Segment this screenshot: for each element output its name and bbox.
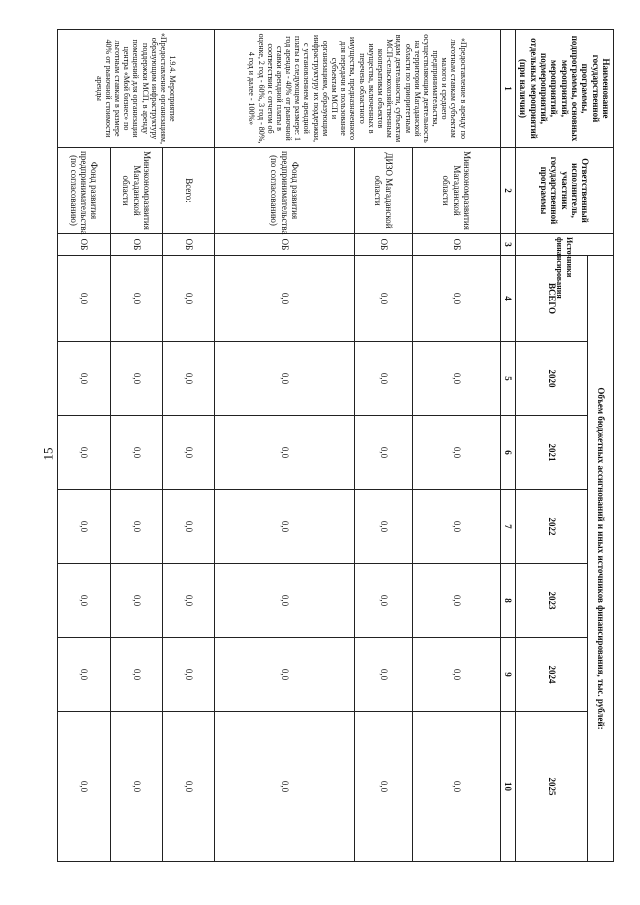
value-cell: 0,0 bbox=[162, 564, 214, 638]
value-cell: 0,0 bbox=[354, 712, 412, 862]
value-cell: 0,0 bbox=[214, 564, 354, 638]
value-cell: 0,0 bbox=[214, 638, 354, 712]
responsible-cell: Фонд развития предпринимательства (по согласованию) bbox=[214, 148, 354, 234]
table-row bbox=[354, 30, 412, 862]
value-cell: 0,0 bbox=[214, 256, 354, 342]
value-cell: 0,0 bbox=[354, 490, 412, 564]
value-cell: 0,0 bbox=[354, 342, 412, 416]
value-cell: 0,0 bbox=[57, 638, 110, 712]
value-cell: 0,0 bbox=[162, 490, 214, 564]
value-cell: 0,0 bbox=[57, 416, 110, 490]
source-cell: ОБ bbox=[354, 234, 412, 256]
value-cell: 0,0 bbox=[110, 256, 162, 342]
responsible-cell: ДИЗО Магаданской области bbox=[354, 148, 412, 234]
value-cell: 0,0 bbox=[110, 416, 162, 490]
header-year: 2022 bbox=[515, 490, 587, 564]
header-funding: Объем бюджетных ассигнований и иных источников финансирования, тыс. рублей: bbox=[588, 256, 614, 862]
event-name: 1.9.4. Мероприятие «Предоставление организациям, образующим инфраструктуру поддержки МСП, в аренду помещений для организации центра «Мой бизнес» по льготным ставкам в размере 40% от рыночной стоимости аренды bbox=[57, 30, 214, 148]
header-year: ВСЕГО bbox=[515, 256, 587, 342]
responsible-cell: Минэкономразвития Магаданской области bbox=[110, 148, 162, 234]
value-cell: 0,0 bbox=[214, 712, 354, 862]
column-number: 9 bbox=[500, 638, 515, 712]
header-responsible: Ответственный исполнитель, участник государственной программы bbox=[515, 148, 613, 234]
column-number: 2 bbox=[500, 148, 515, 234]
responsible-cell: Всего: bbox=[162, 148, 214, 234]
table-row bbox=[162, 30, 214, 862]
funding-table bbox=[57, 29, 614, 862]
value-cell: 0,0 bbox=[162, 416, 214, 490]
value-cell: 0,0 bbox=[412, 638, 500, 712]
value-cell: 0,0 bbox=[412, 342, 500, 416]
value-cell: 0,0 bbox=[57, 564, 110, 638]
column-number: 3 bbox=[500, 234, 515, 256]
value-cell: 0,0 bbox=[412, 712, 500, 862]
header-year: 2021 bbox=[515, 416, 587, 490]
source-cell: ОБ bbox=[162, 234, 214, 256]
value-cell: 0,0 bbox=[412, 256, 500, 342]
header-source: Источники финансирования bbox=[515, 234, 613, 256]
value-cell: 0,0 bbox=[57, 256, 110, 342]
value-cell: 0,0 bbox=[162, 342, 214, 416]
value-cell: 0,0 bbox=[110, 564, 162, 638]
value-cell: 0,0 bbox=[214, 490, 354, 564]
column-number: 5 bbox=[500, 342, 515, 416]
value-cell: 0,0 bbox=[110, 490, 162, 564]
column-number: 8 bbox=[500, 564, 515, 638]
value-cell: 0,0 bbox=[412, 416, 500, 490]
table-row bbox=[110, 30, 162, 862]
source-cell: ОБ bbox=[214, 234, 354, 256]
table-row bbox=[57, 30, 110, 862]
value-cell: 0,0 bbox=[354, 638, 412, 712]
value-cell: 0,0 bbox=[354, 256, 412, 342]
value-cell: 0,0 bbox=[110, 342, 162, 416]
responsible-cell: Фонд развития предпринимательства (по согласованию) bbox=[57, 148, 110, 234]
table-row bbox=[412, 30, 500, 862]
column-number: 1 bbox=[500, 30, 515, 148]
column-number: 10 bbox=[500, 712, 515, 862]
value-cell: 0,0 bbox=[162, 256, 214, 342]
value-cell: 0,0 bbox=[354, 416, 412, 490]
page-number: 15 bbox=[40, 447, 56, 461]
header-year: 2025 bbox=[515, 712, 587, 862]
column-number: 4 bbox=[500, 256, 515, 342]
value-cell: 0,0 bbox=[412, 490, 500, 564]
header-year: 2024 bbox=[515, 638, 587, 712]
value-cell: 0,0 bbox=[110, 638, 162, 712]
value-cell: 0,0 bbox=[57, 712, 110, 862]
funding-table-rotated bbox=[61, 29, 614, 861]
event-name: «Предоставление в аренду по льготным ставкам субъектам малого и среднего предпринимательства, осуществляющим деятельность на территории Магаданской области по приоритетным видам деятельности, субъектам МСП-сельскохозяйственным кооперативам объектов имущества, включенных в перечень областного имущества, предназначенного для передачи в пользование субъектам МСП и организациям, образующим инфраструктуру их поддержки, с установлением арендной платы в следующем размере: 1 год аренды - 40% от рыночной ставки арендной платы в соответствии с отчетом об оценке, 2 год - 60%, 3 год - 80%, 4 год и далее - 100%» bbox=[214, 30, 500, 148]
source-cell: ОБ bbox=[57, 234, 110, 256]
column-number: 7 bbox=[500, 490, 515, 564]
value-cell: 0,0 bbox=[214, 342, 354, 416]
source-cell: ОБ bbox=[412, 234, 500, 256]
header-name: Наименование государственной программы, подпрограммы, основных мероприятий, мероприятий, подмероприятий, отдельных мероприятий (при наличии) bbox=[515, 30, 613, 148]
value-cell: 0,0 bbox=[57, 342, 110, 416]
source-cell: ОБ bbox=[110, 234, 162, 256]
value-cell: 0,0 bbox=[412, 564, 500, 638]
table-row bbox=[214, 30, 354, 862]
value-cell: 0,0 bbox=[110, 712, 162, 862]
value-cell: 0,0 bbox=[57, 490, 110, 564]
value-cell: 0,0 bbox=[162, 638, 214, 712]
header-year: 2020 bbox=[515, 342, 587, 416]
value-cell: 0,0 bbox=[162, 712, 214, 862]
column-number: 6 bbox=[500, 416, 515, 490]
value-cell: 0,0 bbox=[354, 564, 412, 638]
responsible-cell: Минэкономразвития Магаданской области bbox=[412, 148, 500, 234]
value-cell: 0,0 bbox=[214, 416, 354, 490]
header-year: 2023 bbox=[515, 564, 587, 638]
